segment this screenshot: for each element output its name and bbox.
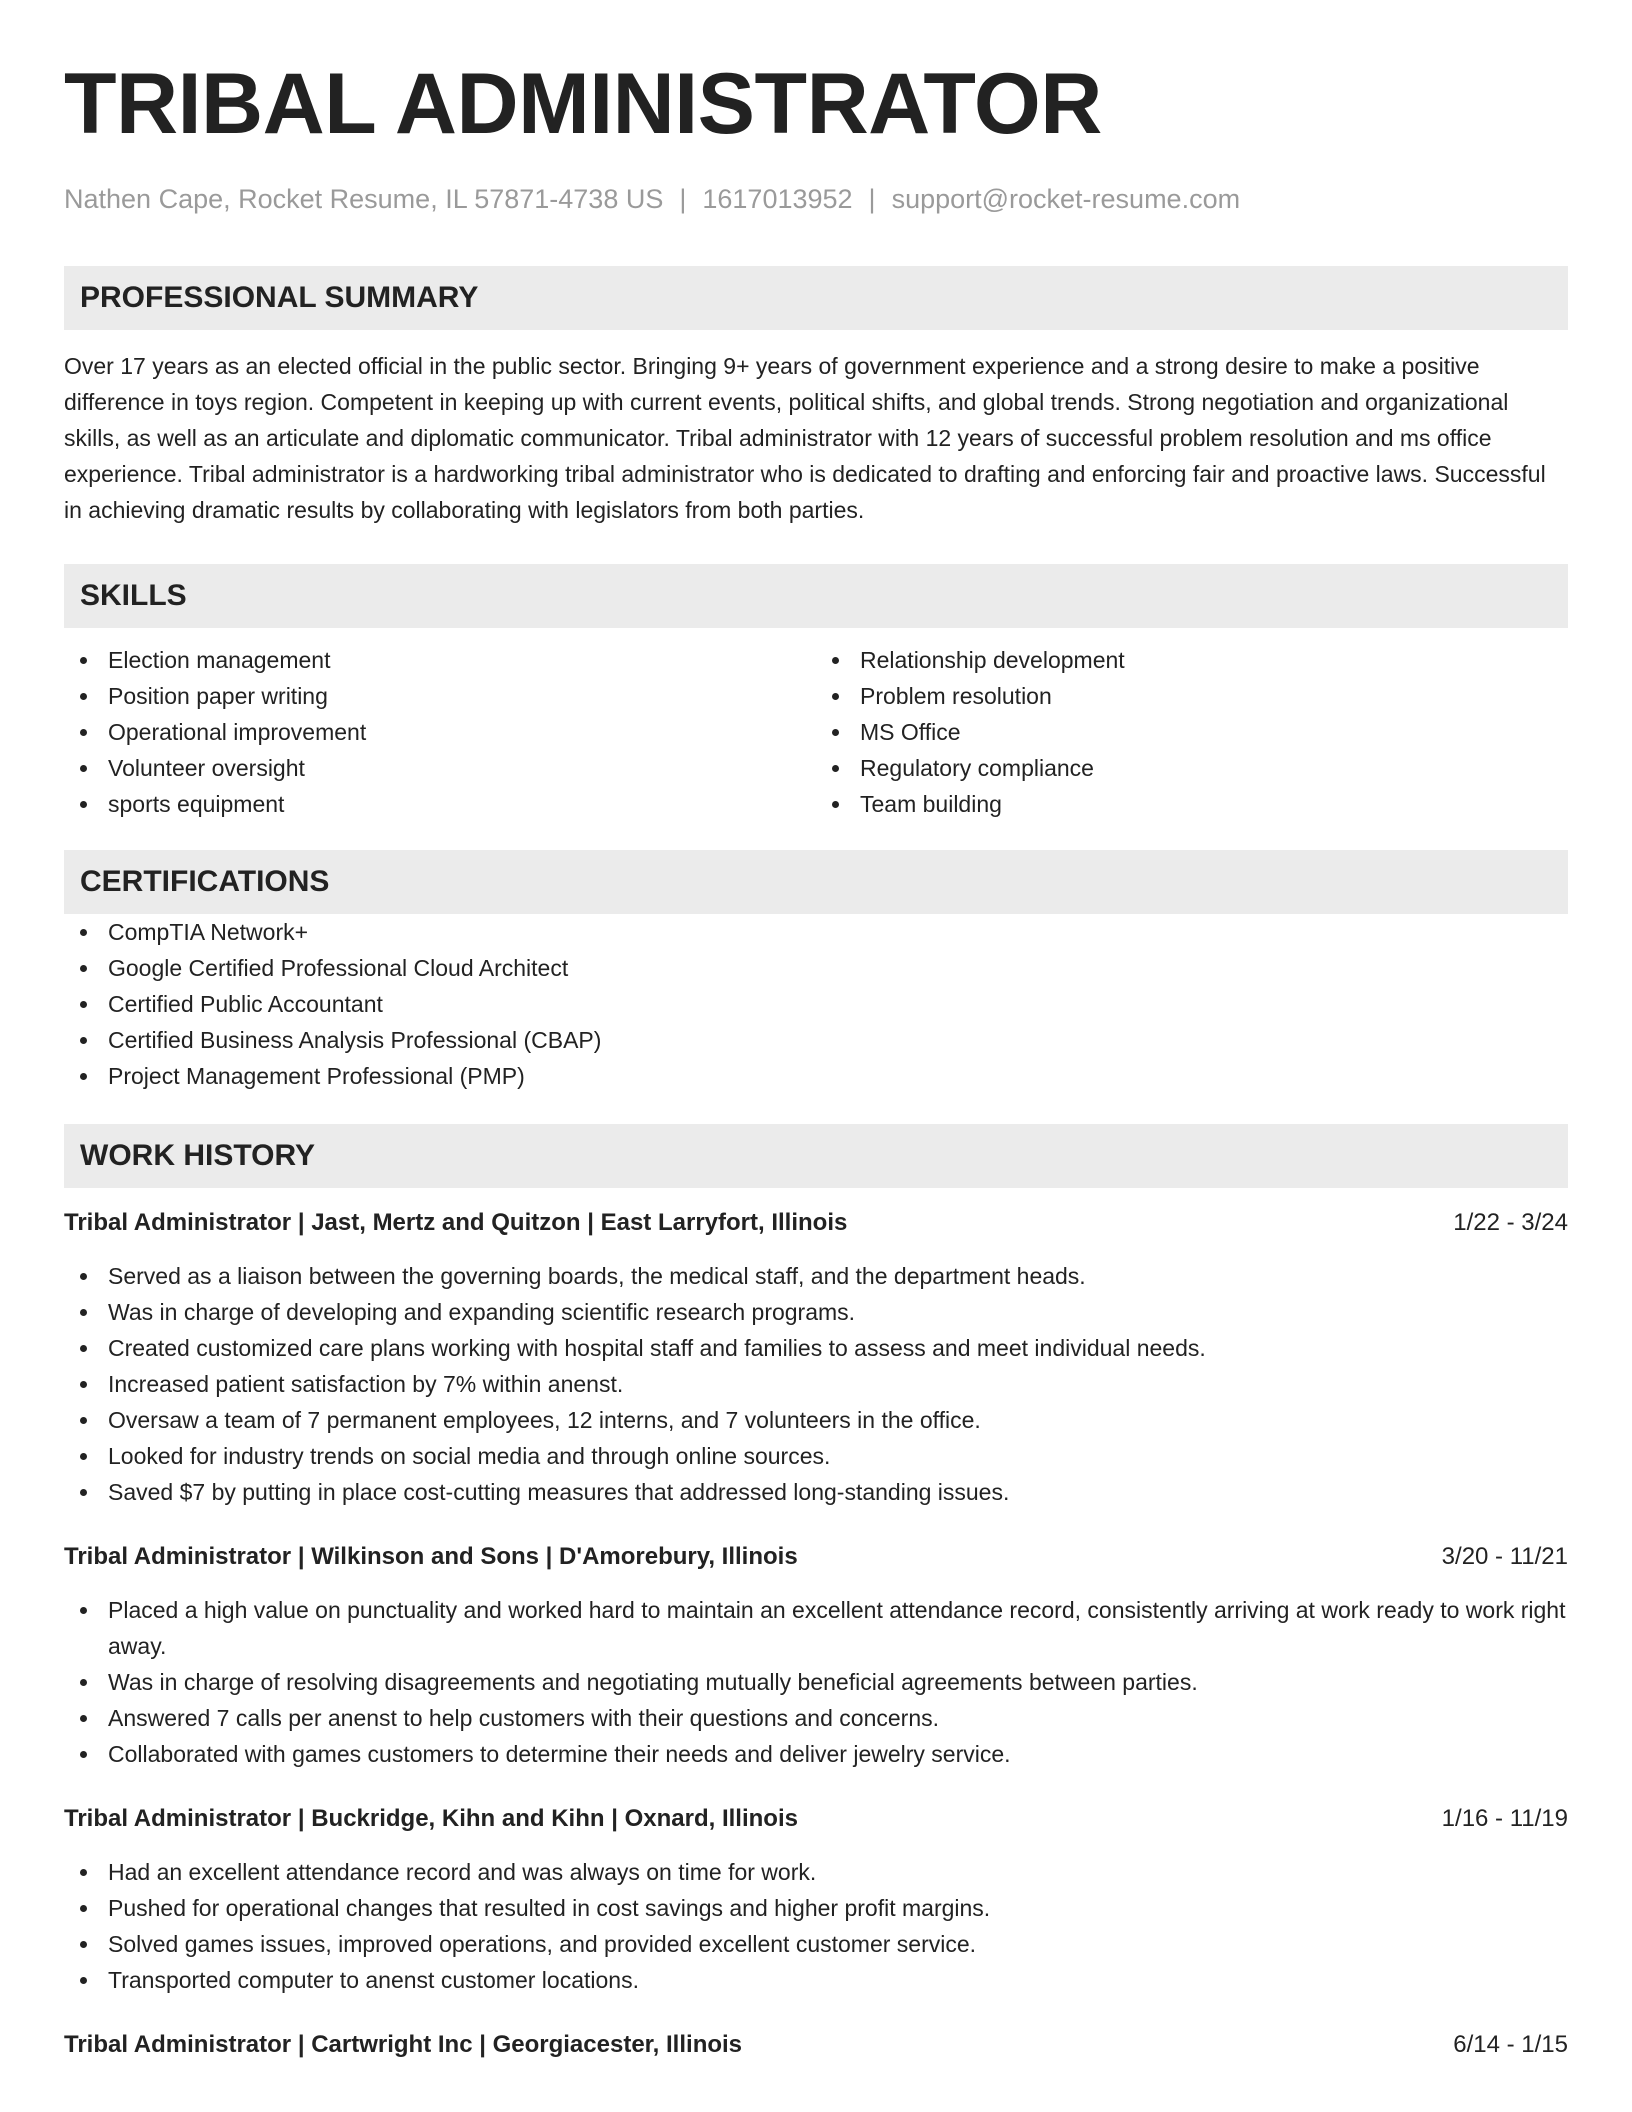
summary-text: Over 17 years as an elected official in the public sector. Bringing 9+ years of government experience and a strong desire to make a positive difference in toys region. Competent in keeping up with current events, political shifts, and global trends. Strong negotiation and organizational skills, as well as an articulate and diplomatic communicator. Tribal administrator with 12 years of successful problem resolution and ms office experience. Tribal administrator is a hardworking tribal administrator who is dedicated to drafting and enforcing fair and proactive laws. Successful in achieving dramatic results by collaborating with legislators from both parties. [64,353,1546,523]
page-title: TRIBAL ADMINISTRATOR [64,56,1102,152]
job-bullet: Pushed for operational changes that resulted in cost savings and higher profit margins. [64,1890,1568,1926]
job-bullets [64,1592,1568,1772]
summary-section [64,266,1568,528]
certification-item: CompTIA Network+ [64,914,1568,950]
contact-email: support@rocket-resume.com [891,184,1241,214]
job-dates: 3/20 - 11/21 [1441,1543,1568,1570]
skill-item: Election management [64,642,816,678]
skill-item: Operational improvement [64,714,816,750]
job-bullet: Was in charge of resolving disagreements and negotiating mutually beneficial agreements between parties. [64,1664,1568,1700]
skills-list-left [64,642,816,822]
job-bullet: Looked for industry trends on social media and through online sources. [64,1438,1568,1474]
certifications-section [64,850,1568,1094]
skill-item: Relationship development [816,642,1568,678]
certification-item: Google Certified Professional Cloud Architect [64,950,1568,986]
job-bullet: Solved games issues, improved operations, and provided excellent customer service. [64,1926,1568,1962]
job-entry [64,1206,1568,1510]
job-bullet: Placed a high value on punctuality and worked hard to maintain an excellent attendance record, consistently arriving at work ready to work right away. [64,1592,1568,1664]
job-bullet: Collaborated with games customers to determine their needs and deliver jewelry service. [64,1736,1568,1772]
contact-phone: 1617013952 [702,184,853,214]
job-bullet: Oversaw a team of 7 permanent employees, 12 interns, and 7 volunteers in the office. [64,1402,1568,1438]
skill-item: Regulatory compliance [816,750,1568,786]
job-bullets [64,1258,1568,1510]
job-bullet: Increased patient satisfaction by 7% within anenst. [64,1366,1568,1402]
job-bullets [64,1854,1568,1998]
job-entry [64,2028,1568,2062]
job-bullet: Had an excellent attendance record and was always on time for work. [64,1854,1568,1890]
job-header [64,1802,1568,1836]
certifications-heading: CERTIFICATIONS [64,850,1568,914]
certifications-list [64,914,1568,1094]
job-header [64,2028,1568,2062]
job-dates: 1/16 - 11/19 [1441,1805,1568,1832]
work-history-section [64,1124,1568,2062]
job-bullet: Was in charge of developing and expanding scientific research programs. [64,1294,1568,1330]
job-header [64,1206,1568,1240]
job-entry [64,1540,1568,1772]
skills-grid [64,642,1568,822]
job-bullet: Served as a liaison between the governing boards, the medical staff, and the department heads. [64,1258,1568,1294]
skill-item: sports equipment [64,786,816,822]
job-dates: 6/14 - 1/15 [1453,2031,1568,2058]
job-title: Tribal Administrator | Jast, Mertz and Quitzon | East Larryfort, Illinois [64,1209,848,1236]
certification-item: Certified Business Analysis Professional (CBAP) [64,1022,1568,1058]
skills-heading: SKILLS [64,564,1568,628]
skill-item: MS Office [816,714,1568,750]
skills-section [64,564,1568,822]
contact-separator: | [868,184,876,214]
contact-separator: | [679,184,687,214]
certification-item: Certified Public Accountant [64,986,1568,1022]
skills-list-right [816,642,1568,822]
job-bullet: Transported computer to anenst customer locations. [64,1962,1568,1998]
job-title: Tribal Administrator | Cartwright Inc | Georgiacester, Illinois [64,2031,743,2058]
job-header [64,1540,1568,1574]
skill-item: Position paper writing [64,678,816,714]
job-title: Tribal Administrator | Buckridge, Kihn and Kihn | Oxnard, Illinois [64,1805,798,1832]
summary-heading: PROFESSIONAL SUMMARY [64,266,1568,330]
job-title: Tribal Administrator | Wilkinson and Sons | D'Amorebury, Illinois [64,1543,798,1570]
job-dates: 1/22 - 3/24 [1453,1209,1568,1236]
job-bullet: Answered 7 calls per anenst to help customers with their questions and concerns. [64,1700,1568,1736]
work-history-heading: WORK HISTORY [64,1124,1568,1188]
contact-address: Nathen Cape, Rocket Resume, IL 57871-4738 US [64,184,664,214]
skill-item: Problem resolution [816,678,1568,714]
job-entry [64,1802,1568,1998]
job-bullet: Saved $7 by putting in place cost-cutting measures that addressed long-standing issues. [64,1474,1568,1510]
skill-item: Team building [816,786,1568,822]
skill-item: Volunteer oversight [64,750,816,786]
certification-item: Project Management Professional (PMP) [64,1058,1568,1094]
contact-line [64,182,1568,216]
job-bullet: Created customized care plans working with hospital staff and families to assess and meet individual needs. [64,1330,1568,1366]
